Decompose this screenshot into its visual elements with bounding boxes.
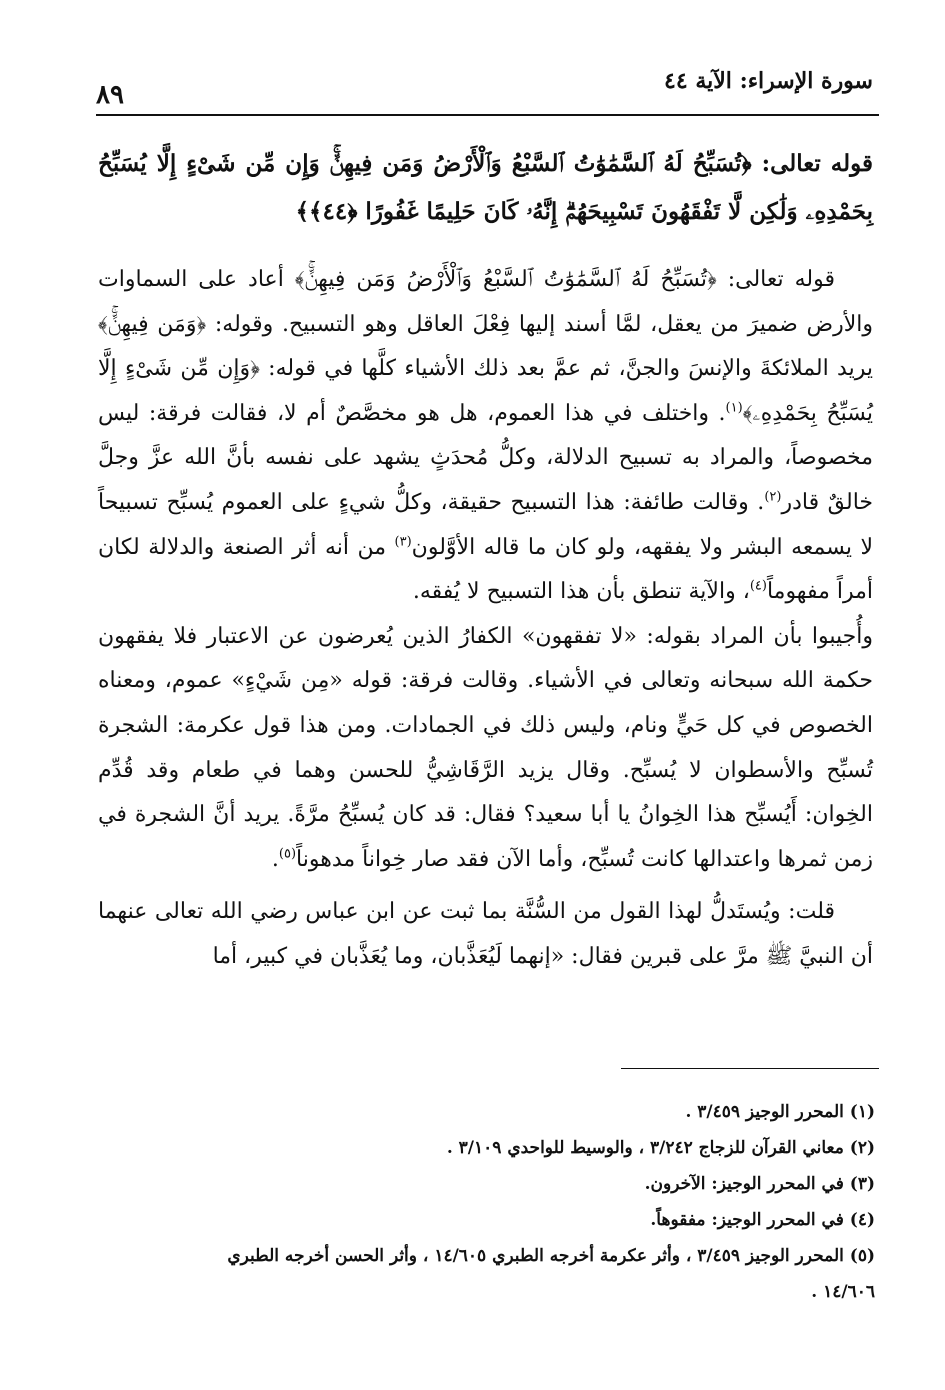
running-header-title: سورة الإسراء: الآية ٤٤ — [664, 68, 873, 94]
footnotes — [98, 1094, 875, 1310]
header-divider — [96, 114, 879, 116]
paragraph-text: قلت: ويُستَدلُّ لهذا القول من السُّنَّة بما ثبت عن ابن عباس رضي الله تعالى عنهما أن النبيَّ ﷺ مرَّ على قبرين فقال: «إنهما لَيُعَذَّبان، وما يُعَذَّبان في كبير، أما — [98, 899, 873, 969]
paragraph-text: ، والآية تنطق بأن هذا التسبيح لا يُفقه. — [412, 579, 750, 605]
footnote-item: (٤) في المحرر الوجيز: مفقوهاً. — [650, 1210, 875, 1230]
footnote-item: (٥) المحرر الوجيز ٣/٤٥٩ ، وأثر عكرمة أخرجه الطبري ١٤/٦٠٥ ، وأثر الحسن أخرجه الطبري — [227, 1246, 875, 1266]
paragraph-text: . واختلف في هذا العموم، هل هو مخصَّصٌ أم لا، فقالت فرقة: ليس مخصوصاً، والمراد به تسبيح الدلالة، وكلُّ مُحدَثٍ يشهد على نفسه بأنَّ الله عزَّ وجلَّ خالقٌ قادر — [98, 400, 873, 515]
paragraph-text: من أنه أثر الصنعة والدلالة لكان أمراً مفهوماً — [98, 534, 873, 605]
paragraph-text: قوله تعالى: ﴿تُسَبِّحُ لَهُ ٱلسَّمَٰوَٰتُ ٱلسَّبْعُ وَٱلْأَرْضُ وَمَن فِيهِنَّۚ﴾ أعاد على السماوات والأرض ضميرَ من يعقل، لمَّا أسند إليها فِعْلَ العاقل وهو التسبيح. وقوله: ﴿وَمَن فِيهِنَّۚ﴾ يريد الملائكةَ والإنسَ والجنَّ، ثم عمَّ بعد ذلك الأشياء كلَّها في قوله: ﴿وَإِن مِّن شَىْءٍ إِلَّا يُسَبِّحُ بِحَمْدِهِۦ﴾ — [98, 267, 873, 426]
footnote-ref[interactable]: (٤) — [749, 578, 767, 594]
paragraph — [98, 890, 873, 979]
paragraph — [98, 615, 873, 883]
paragraph-text: . وقالت طائفة: هذا التسبيح حقيقة، وكلُّ شيءٍ على العموم يُسبِّح تسبيحاً لا يسمعه البشر ولا يفقهه، ولو كان ما قاله الأوَّلون — [98, 489, 873, 560]
paragraph-text: . — [271, 846, 279, 872]
footnote-divider — [621, 1068, 879, 1069]
footnote-continuation: ١٤/٦٠٦ . — [811, 1282, 875, 1302]
commentary-body — [98, 258, 873, 980]
footnote-item: (٢) معاني القرآن للزجاج ٣/٢٤٢ ، والوسيط للواحدي ٣/١٠٩ . — [446, 1138, 875, 1158]
footnote-ref[interactable]: (٥) — [278, 846, 297, 862]
footnote-ref[interactable]: (٢) — [764, 489, 782, 505]
paragraph-text: وأُجيبوا بأن المراد بقوله: «لا تفقهون» الكفارُ الذين يُعرضون عن الاعتبار فلا يفقهون حكمة الله سبحانه وتعالى في الأشياء. وقالت فرقة: قوله «مِن شَيْءٍ» عموم، ومعناه الخصوص في كل حَيٍّ ونام، وليس ذلك في الجمادات. ومن هذا قول عكرمة: الشجرة تُسبِّح والأسطوان لا يُسبِّح. وقال يزيد الرَّقَاشِيُّ للحسن وهما في طعام وقد قُدِّم الخِوان: أَيُسبِّح هذا الخِوانُ يا أبا سعيد؟ فقال: قد كان يُسبِّحُ مرَّةً. يريد أنَّ الشجرة في زمن ثمرها واعتدالها كانت تُسبِّح، وأما الآن فقد صار خِواناً مدهوناً — [98, 623, 873, 872]
footnote-item: (٣) في المحرر الوجيز: الآخرون. — [644, 1174, 875, 1194]
page-number: ٨٩ — [96, 80, 124, 110]
paragraph — [98, 258, 873, 615]
verse-heading — [98, 140, 873, 236]
footnote-ref[interactable]: (٣) — [394, 534, 412, 550]
verse-label: قوله تعالى: — [761, 150, 873, 177]
footnote-ref[interactable]: (١) — [725, 400, 743, 416]
verse-text: ﴿تُسَبِّحُ لَهُ ٱلسَّمَٰوَٰتُ ٱلسَّبْعُ وَٱلْأَرْضُ وَمَن فِيهِنَّۚ وَإِن مِّن شَىْءٍ إِلَّا يُسَبِّحُ بِحَمْدِهِۦ وَلَٰكِن لَّا تَفْقَهُونَ تَسْبِيحَهُمْۗ إِنَّهُۥ كَانَ حَلِيمًا غَفُورًا ﴿٤٤﴾﴾ — [98, 150, 873, 225]
footnote-item: (١) المحرر الوجيز ٣/٤٥٩ . — [685, 1102, 875, 1122]
